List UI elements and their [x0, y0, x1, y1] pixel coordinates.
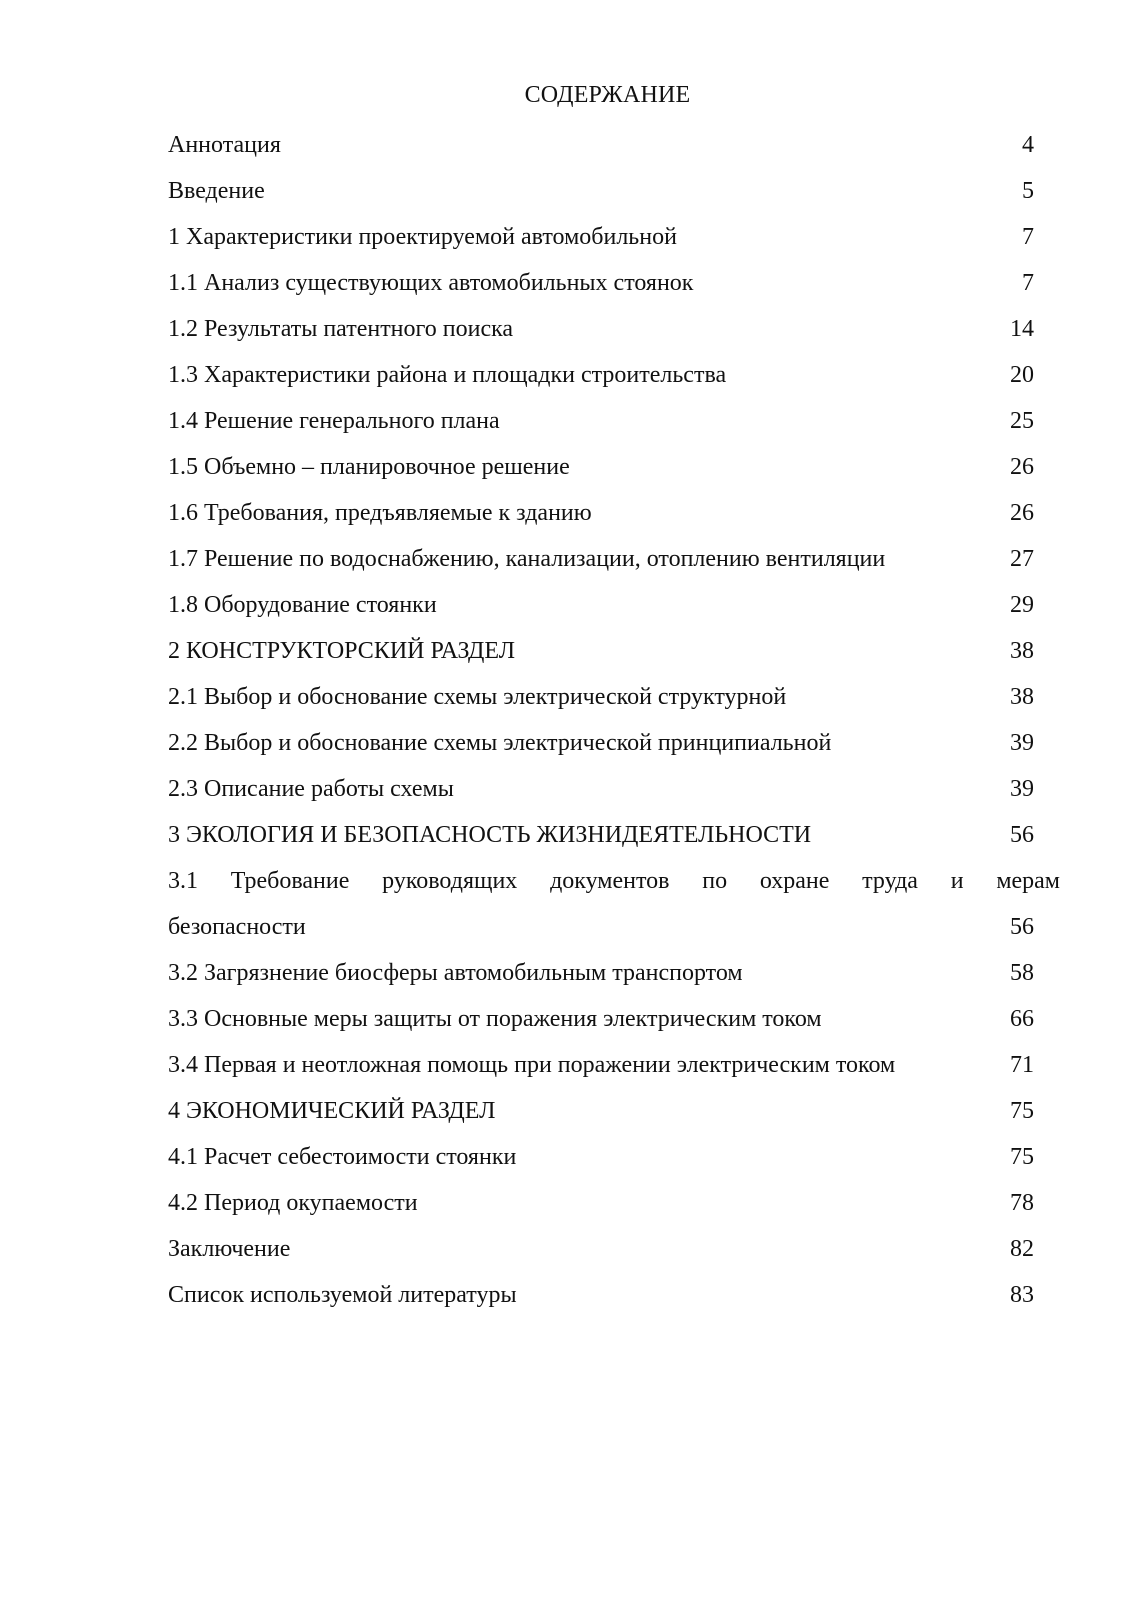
toc-entry — [168, 582, 1060, 628]
toc-entry-label: 2 КОНСТРУКТОРСКИЙ РАЗДЕЛ — [168, 638, 516, 664]
toc-entry-page: 38 — [1010, 638, 1034, 664]
toc-entry-label: безопасности — [168, 914, 306, 940]
toc-entry-label: 1.8 Оборудование стоянки — [168, 592, 437, 618]
toc-entry-label: 1 Характеристики проектируемой автомобильной — [168, 224, 677, 250]
toc-entry — [168, 1134, 1060, 1180]
toc-entry-label: Аннотация — [168, 132, 281, 158]
toc-entry-label: 1.1 Анализ существующих автомобильных стоянок — [168, 270, 694, 296]
toc-entry-page: 26 — [1010, 500, 1034, 526]
toc-entry-label: 2.3 Описание работы схемы — [168, 776, 454, 802]
toc-entry — [168, 168, 1060, 214]
toc-entry — [168, 858, 1060, 904]
toc-entry — [168, 490, 1060, 536]
toc-entry — [168, 720, 1060, 766]
toc-entry — [168, 260, 1060, 306]
toc-entry-page: 58 — [1010, 960, 1034, 986]
toc-entry — [168, 950, 1060, 996]
toc-entry — [168, 766, 1060, 812]
toc-entry-label: 3.1 Требование руководящих документов по охране труда и мерам — [168, 868, 1060, 894]
toc-entry-page: 75 — [1010, 1098, 1034, 1124]
toc-entry — [168, 674, 1060, 720]
table-of-contents — [168, 122, 1060, 1318]
toc-entry-page: 56 — [1010, 914, 1034, 940]
toc-entry-label: 3.3 Основные меры защиты от поражения электрическим током — [168, 1006, 822, 1032]
toc-entry — [168, 1180, 1060, 1226]
toc-entry-page: 5 — [1022, 178, 1034, 204]
toc-entry-label: 4 ЭКОНОМИЧЕСКИЙ РАЗДЕЛ — [168, 1098, 496, 1124]
toc-entry-label: 2.1 Выбор и обоснование схемы электрической структурной — [168, 684, 787, 710]
toc-entry-page: 14 — [1010, 316, 1034, 342]
toc-entry-page: 66 — [1010, 1006, 1034, 1032]
toc-entry — [168, 444, 1060, 490]
toc-entry-page: 39 — [1010, 730, 1034, 756]
toc-entry-label: Заключение — [168, 1236, 291, 1262]
toc-entry — [168, 536, 1060, 582]
toc-entry-page: 20 — [1010, 362, 1034, 388]
toc-entry-page: 7 — [1022, 224, 1034, 250]
toc-entry-page: 75 — [1010, 1144, 1034, 1170]
toc-entry — [168, 352, 1060, 398]
toc-entry — [168, 398, 1060, 444]
toc-entry — [168, 306, 1060, 352]
toc-entry-label: 3.2 Загрязнение биосферы автомобильным транспортом — [168, 960, 743, 986]
toc-entry-page: 71 — [1010, 1052, 1034, 1078]
toc-entry-page: 38 — [1010, 684, 1034, 710]
toc-entry — [168, 904, 1060, 950]
toc-entry — [168, 1042, 1060, 1088]
toc-entry-page: 29 — [1010, 592, 1034, 618]
toc-entry-label: 4.2 Период окупаемости — [168, 1190, 418, 1216]
toc-entry-label: 2.2 Выбор и обоснование схемы электрической принципиальной — [168, 730, 832, 756]
toc-entry-page: 56 — [1010, 822, 1034, 848]
toc-entry-label: 1.7 Решение по водоснабжению, канализации, отоплению вентиляции — [168, 546, 886, 572]
toc-entry-label: 1.4 Решение генерального плана — [168, 408, 500, 434]
toc-entry-label: Список используемой литературы — [168, 1282, 517, 1308]
toc-entry — [168, 1272, 1060, 1318]
toc-entry — [168, 1088, 1060, 1134]
toc-entry-label: 1.6 Требования, предъявляемые к зданию — [168, 500, 592, 526]
toc-entry-label: 1.2 Результаты патентного поиска — [168, 316, 514, 342]
toc-entry — [168, 628, 1060, 674]
toc-entry-label: 3 ЭКОЛОГИЯ И БЕЗОПАСНОСТЬ ЖИЗНИДЕЯТЕЛЬНОСТИ — [168, 822, 812, 848]
toc-entry-label: Введение — [168, 178, 265, 204]
toc-entry-page: 26 — [1010, 454, 1034, 480]
toc-entry-label: 3.4 Первая и неотложная помощь при поражении электрическим током — [168, 1052, 896, 1078]
toc-entry-page: 78 — [1010, 1190, 1034, 1216]
toc-entry-page: 7 — [1022, 270, 1034, 296]
toc-entry-page: 4 — [1022, 132, 1034, 158]
page-title: СОДЕРЖАНИЕ — [524, 82, 691, 108]
toc-entry — [168, 996, 1060, 1042]
toc-entry-page: 83 — [1010, 1282, 1034, 1308]
toc-entry — [168, 812, 1060, 858]
toc-entry — [168, 122, 1060, 168]
toc-entry-page: 39 — [1010, 776, 1034, 802]
toc-entry-page: 82 — [1010, 1236, 1034, 1262]
toc-entry — [168, 214, 1060, 260]
toc-entry-page: 25 — [1010, 408, 1034, 434]
toc-entry-page: 27 — [1010, 546, 1034, 572]
toc-entry-label: 1.5 Объемно – планировочное решение — [168, 454, 570, 480]
toc-entry-label: 4.1 Расчет себестоимости стоянки — [168, 1144, 517, 1170]
toc-entry — [168, 1226, 1060, 1272]
toc-entry-label: 1.3 Характеристики района и площадки строительства — [168, 362, 727, 388]
